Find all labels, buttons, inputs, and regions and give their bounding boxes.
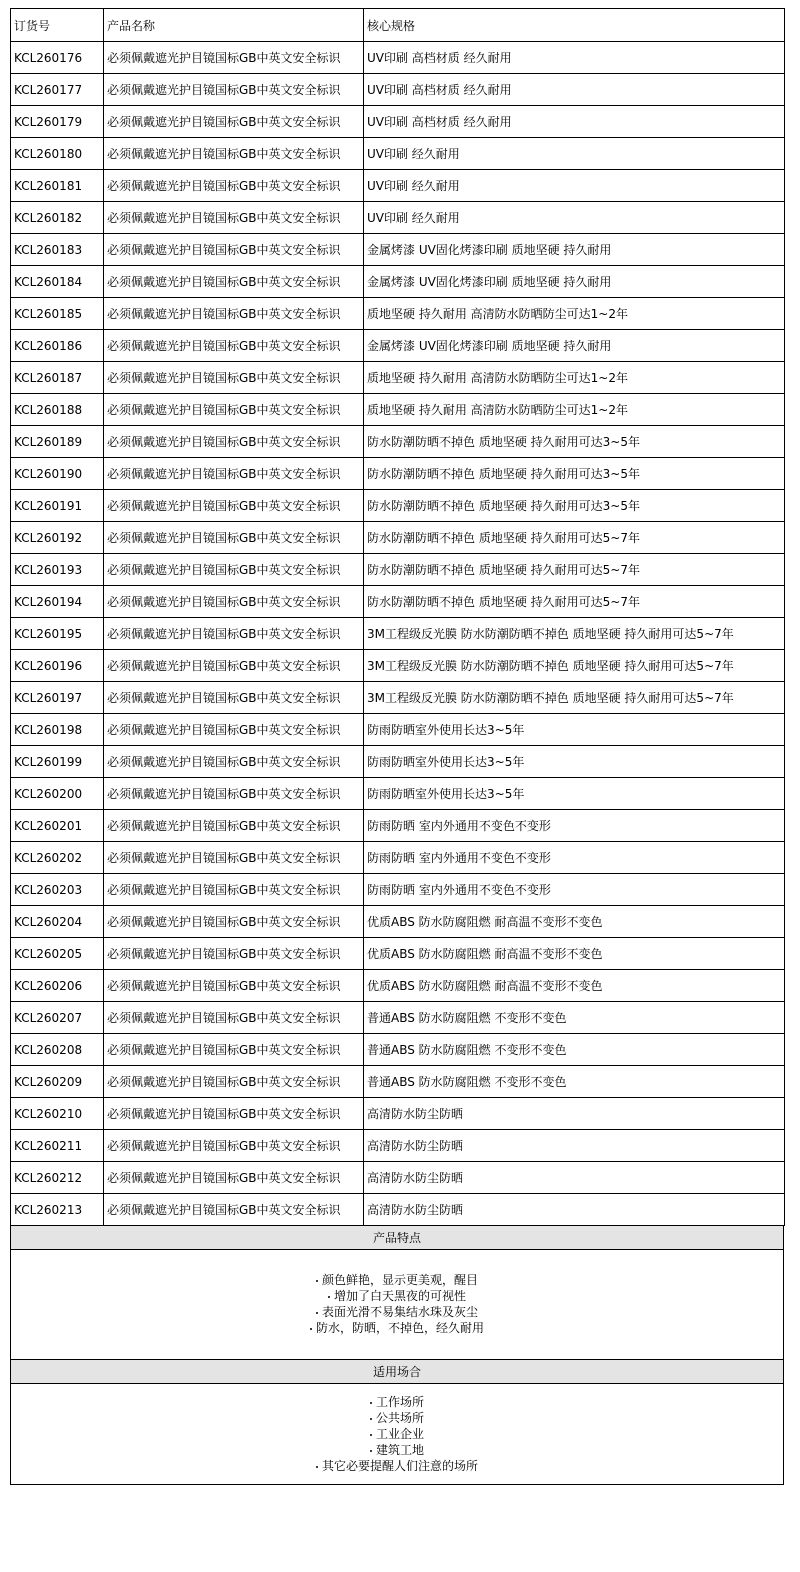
cell-order-no: KCL260205	[11, 938, 104, 970]
cell-product-name: 必须佩戴遮光护目镜国标GB中英文安全标识	[104, 810, 364, 842]
table-row	[11, 970, 785, 1002]
table-row	[11, 202, 785, 234]
table-row	[11, 522, 785, 554]
feature-item	[11, 1304, 783, 1320]
cell-order-no: KCL260184	[11, 266, 104, 298]
cell-core-spec: 金属烤漆 UV固化烤漆印刷 质地坚硬 持久耐用	[364, 234, 785, 266]
feature-item	[11, 1272, 783, 1288]
cell-product-name: 必须佩戴遮光护目镜国标GB中英文安全标识	[104, 202, 364, 234]
table-row	[11, 426, 785, 458]
application-item	[11, 1394, 783, 1410]
table-row	[11, 874, 785, 906]
cell-core-spec: 普通ABS 防水防腐阻燃 不变形不变色	[364, 1066, 785, 1098]
cell-core-spec: 防水防潮防晒不掉色 质地坚硬 持久耐用可达5~7年	[364, 586, 785, 618]
cell-product-name: 必须佩戴遮光护目镜国标GB中英文安全标识	[104, 42, 364, 74]
table-row	[11, 234, 785, 266]
table-row	[11, 362, 785, 394]
feature-item-text: 防水，防晒，不掉色，经久耐用	[315, 1321, 484, 1335]
cell-order-no: KCL260198	[11, 714, 104, 746]
feature-item-text: 增加了白天黑夜的可视性	[333, 1289, 466, 1303]
cell-order-no: KCL260212	[11, 1162, 104, 1194]
cell-product-name: 必须佩戴遮光护目镜国标GB中英文安全标识	[104, 1066, 364, 1098]
cell-product-name: 必须佩戴遮光护目镜国标GB中英文安全标识	[104, 298, 364, 330]
cell-core-spec: 普通ABS 防水防腐阻燃 不变形不变色	[364, 1034, 785, 1066]
cell-core-spec: 高清防水防尘防晒	[364, 1130, 785, 1162]
cell-core-spec: 高清防水防尘防晒	[364, 1194, 785, 1226]
table-header-row	[11, 9, 785, 42]
application-item-text: 公共场所	[375, 1411, 424, 1425]
cell-core-spec: 防雨防晒 室内外通用不变色不变形	[364, 874, 785, 906]
cell-product-name: 必须佩戴遮光护目镜国标GB中英文安全标识	[104, 426, 364, 458]
table-row	[11, 170, 785, 202]
cell-product-name: 必须佩戴遮光护目镜国标GB中英文安全标识	[104, 1034, 364, 1066]
cell-order-no: KCL260210	[11, 1098, 104, 1130]
bullet-dot-icon	[316, 1466, 318, 1468]
bullet-dot-icon	[316, 1312, 318, 1314]
cell-core-spec: UV印刷 经久耐用	[364, 138, 785, 170]
header-order-no: 订货号	[11, 9, 104, 42]
cell-product-name: 必须佩戴遮光护目镜国标GB中英文安全标识	[104, 266, 364, 298]
cell-product-name: 必须佩戴遮光护目镜国标GB中英文安全标识	[104, 458, 364, 490]
table-row	[11, 266, 785, 298]
bullet-dot-icon	[370, 1450, 372, 1452]
table-row	[11, 106, 785, 138]
cell-product-name: 必须佩戴遮光护目镜国标GB中英文安全标识	[104, 906, 364, 938]
cell-core-spec: 优质ABS 防水防腐阻燃 耐高温不变形不变色	[364, 906, 785, 938]
cell-product-name: 必须佩戴遮光护目镜国标GB中英文安全标识	[104, 874, 364, 906]
cell-order-no: KCL260182	[11, 202, 104, 234]
table-row	[11, 394, 785, 426]
cell-core-spec: 防雨防晒室外使用长达3~5年	[364, 714, 785, 746]
cell-product-name: 必须佩戴遮光护目镜国标GB中英文安全标识	[104, 938, 364, 970]
cell-order-no: KCL260200	[11, 778, 104, 810]
cell-product-name: 必须佩戴遮光护目镜国标GB中英文安全标识	[104, 842, 364, 874]
features-title: 产品特点	[10, 1226, 784, 1250]
table-row	[11, 1002, 785, 1034]
table-row	[11, 746, 785, 778]
cell-product-name: 必须佩戴遮光护目镜国标GB中英文安全标识	[104, 170, 364, 202]
table-row	[11, 1194, 785, 1226]
cell-order-no: KCL260195	[11, 618, 104, 650]
application-item	[11, 1458, 783, 1474]
cell-core-spec: UV印刷 经久耐用	[364, 170, 785, 202]
cell-product-name: 必须佩戴遮光护目镜国标GB中英文安全标识	[104, 1098, 364, 1130]
cell-order-no: KCL260213	[11, 1194, 104, 1226]
applications-title: 适用场合	[10, 1360, 784, 1384]
cell-core-spec: UV印刷 经久耐用	[364, 202, 785, 234]
bullet-dot-icon	[370, 1418, 372, 1420]
table-row	[11, 682, 785, 714]
feature-item	[11, 1320, 783, 1336]
application-item-text: 工业企业	[375, 1427, 424, 1441]
applications-list	[10, 1384, 784, 1485]
cell-product-name: 必须佩戴遮光护目镜国标GB中英文安全标识	[104, 522, 364, 554]
table-row	[11, 778, 785, 810]
cell-product-name: 必须佩戴遮光护目镜国标GB中英文安全标识	[104, 746, 364, 778]
bullet-dot-icon	[316, 1280, 318, 1282]
cell-order-no: KCL260191	[11, 490, 104, 522]
cell-core-spec: 防雨防晒 室内外通用不变色不变形	[364, 810, 785, 842]
cell-product-name: 必须佩戴遮光护目镜国标GB中英文安全标识	[104, 490, 364, 522]
cell-order-no: KCL260207	[11, 1002, 104, 1034]
table-row	[11, 586, 785, 618]
cell-product-name: 必须佩戴遮光护目镜国标GB中英文安全标识	[104, 106, 364, 138]
cell-core-spec: 金属烤漆 UV固化烤漆印刷 质地坚硬 持久耐用	[364, 330, 785, 362]
table-row	[11, 650, 785, 682]
cell-order-no: KCL260211	[11, 1130, 104, 1162]
cell-order-no: KCL260186	[11, 330, 104, 362]
cell-order-no: KCL260180	[11, 138, 104, 170]
cell-core-spec: 防雨防晒室外使用长达3~5年	[364, 746, 785, 778]
cell-order-no: KCL260199	[11, 746, 104, 778]
cell-core-spec: 防水防潮防晒不掉色 质地坚硬 持久耐用可达3~5年	[364, 426, 785, 458]
application-item-text: 其它必要提醒人们注意的场所	[321, 1459, 478, 1473]
cell-core-spec: 防水防潮防晒不掉色 质地坚硬 持久耐用可达5~7年	[364, 522, 785, 554]
header-core-spec: 核心规格	[364, 9, 785, 42]
cell-order-no: KCL260208	[11, 1034, 104, 1066]
cell-order-no: KCL260179	[11, 106, 104, 138]
cell-core-spec: 高清防水防尘防晒	[364, 1162, 785, 1194]
table-row	[11, 1130, 785, 1162]
cell-product-name: 必须佩戴遮光护目镜国标GB中英文安全标识	[104, 330, 364, 362]
cell-order-no: KCL260192	[11, 522, 104, 554]
cell-product-name: 必须佩戴遮光护目镜国标GB中英文安全标识	[104, 554, 364, 586]
cell-core-spec: 质地坚硬 持久耐用 高清防水防晒防尘可达1~2年	[364, 362, 785, 394]
application-item-text: 建筑工地	[375, 1443, 424, 1457]
cell-product-name: 必须佩戴遮光护目镜国标GB中英文安全标识	[104, 1130, 364, 1162]
cell-product-name: 必须佩戴遮光护目镜国标GB中英文安全标识	[104, 1194, 364, 1226]
cell-product-name: 必须佩戴遮光护目镜国标GB中英文安全标识	[104, 682, 364, 714]
cell-core-spec: 优质ABS 防水防腐阻燃 耐高温不变形不变色	[364, 938, 785, 970]
cell-core-spec: 质地坚硬 持久耐用 高清防水防晒防尘可达1~2年	[364, 298, 785, 330]
table-row	[11, 810, 785, 842]
cell-core-spec: 防水防潮防晒不掉色 质地坚硬 持久耐用可达5~7年	[364, 554, 785, 586]
cell-product-name: 必须佩戴遮光护目镜国标GB中英文安全标识	[104, 714, 364, 746]
cell-order-no: KCL260181	[11, 170, 104, 202]
bullet-dot-icon	[328, 1296, 330, 1298]
cell-core-spec: UV印刷 高档材质 经久耐用	[364, 74, 785, 106]
cell-product-name: 必须佩戴遮光护目镜国标GB中英文安全标识	[104, 1162, 364, 1194]
bullet-dot-icon	[370, 1434, 372, 1436]
cell-product-name: 必须佩戴遮光护目镜国标GB中英文安全标识	[104, 1002, 364, 1034]
bullet-dot-icon	[310, 1328, 312, 1330]
header-product-name: 产品名称	[104, 9, 364, 42]
table-row	[11, 554, 785, 586]
table-row	[11, 458, 785, 490]
cell-core-spec: 普通ABS 防水防腐阻燃 不变形不变色	[364, 1002, 785, 1034]
table-row	[11, 714, 785, 746]
feature-item-text: 表面光滑不易集结水珠及灰尘	[321, 1305, 478, 1319]
cell-core-spec: 防水防潮防晒不掉色 质地坚硬 持久耐用可达3~5年	[364, 490, 785, 522]
cell-core-spec: UV印刷 高档材质 经久耐用	[364, 106, 785, 138]
feature-item-text: 颜色鲜艳，显示更美观，醒目	[321, 1273, 478, 1287]
cell-order-no: KCL260204	[11, 906, 104, 938]
cell-core-spec: 质地坚硬 持久耐用 高清防水防晒防尘可达1~2年	[364, 394, 785, 426]
product-spec-sheet	[10, 8, 784, 1485]
cell-core-spec: UV印刷 高档材质 经久耐用	[364, 42, 785, 74]
cell-core-spec: 3M工程级反光膜 防水防潮防晒不掉色 质地坚硬 持久耐用可达5~7年	[364, 618, 785, 650]
cell-order-no: KCL260197	[11, 682, 104, 714]
table-row	[11, 1034, 785, 1066]
table-row	[11, 74, 785, 106]
cell-product-name: 必须佩戴遮光护目镜国标GB中英文安全标识	[104, 394, 364, 426]
cell-core-spec: 防雨防晒 室内外通用不变色不变形	[364, 842, 785, 874]
cell-order-no: KCL260176	[11, 42, 104, 74]
cell-core-spec: 金属烤漆 UV固化烤漆印刷 质地坚硬 持久耐用	[364, 266, 785, 298]
table-row	[11, 330, 785, 362]
cell-order-no: KCL260209	[11, 1066, 104, 1098]
features-list	[10, 1250, 784, 1360]
application-item	[11, 1442, 783, 1458]
cell-order-no: KCL260189	[11, 426, 104, 458]
table-row	[11, 1098, 785, 1130]
table-row	[11, 490, 785, 522]
cell-core-spec: 3M工程级反光膜 防水防潮防晒不掉色 质地坚硬 持久耐用可达5~7年	[364, 682, 785, 714]
table-row	[11, 1066, 785, 1098]
feature-item	[11, 1288, 783, 1304]
table-row	[11, 42, 785, 74]
table-row	[11, 842, 785, 874]
cell-product-name: 必须佩戴遮光护目镜国标GB中英文安全标识	[104, 362, 364, 394]
application-item	[11, 1426, 783, 1442]
cell-product-name: 必须佩戴遮光护目镜国标GB中英文安全标识	[104, 138, 364, 170]
cell-core-spec: 防水防潮防晒不掉色 质地坚硬 持久耐用可达3~5年	[364, 458, 785, 490]
cell-order-no: KCL260202	[11, 842, 104, 874]
table-row	[11, 298, 785, 330]
application-item-text: 工作场所	[375, 1395, 424, 1409]
cell-order-no: KCL260187	[11, 362, 104, 394]
bullet-dot-icon	[370, 1402, 372, 1404]
table-row	[11, 938, 785, 970]
cell-core-spec: 优质ABS 防水防腐阻燃 耐高温不变形不变色	[364, 970, 785, 1002]
table-row	[11, 906, 785, 938]
cell-order-no: KCL260203	[11, 874, 104, 906]
cell-order-no: KCL260201	[11, 810, 104, 842]
cell-core-spec: 高清防水防尘防晒	[364, 1098, 785, 1130]
table-row	[11, 618, 785, 650]
cell-order-no: KCL260206	[11, 970, 104, 1002]
cell-product-name: 必须佩戴遮光护目镜国标GB中英文安全标识	[104, 970, 364, 1002]
cell-product-name: 必须佩戴遮光护目镜国标GB中英文安全标识	[104, 778, 364, 810]
table-row	[11, 138, 785, 170]
cell-order-no: KCL260190	[11, 458, 104, 490]
cell-order-no: KCL260196	[11, 650, 104, 682]
cell-product-name: 必须佩戴遮光护目镜国标GB中英文安全标识	[104, 586, 364, 618]
cell-product-name: 必须佩戴遮光护目镜国标GB中英文安全标识	[104, 650, 364, 682]
cell-order-no: KCL260185	[11, 298, 104, 330]
cell-product-name: 必须佩戴遮光护目镜国标GB中英文安全标识	[104, 618, 364, 650]
cell-order-no: KCL260193	[11, 554, 104, 586]
cell-order-no: KCL260194	[11, 586, 104, 618]
table-body	[11, 42, 785, 1226]
table-row	[11, 1162, 785, 1194]
cell-product-name: 必须佩戴遮光护目镜国标GB中英文安全标识	[104, 74, 364, 106]
cell-order-no: KCL260188	[11, 394, 104, 426]
cell-order-no: KCL260183	[11, 234, 104, 266]
cell-order-no: KCL260177	[11, 74, 104, 106]
cell-core-spec: 3M工程级反光膜 防水防潮防晒不掉色 质地坚硬 持久耐用可达5~7年	[364, 650, 785, 682]
product-table	[10, 8, 785, 1226]
cell-core-spec: 防雨防晒室外使用长达3~5年	[364, 778, 785, 810]
application-item	[11, 1410, 783, 1426]
cell-product-name: 必须佩戴遮光护目镜国标GB中英文安全标识	[104, 234, 364, 266]
